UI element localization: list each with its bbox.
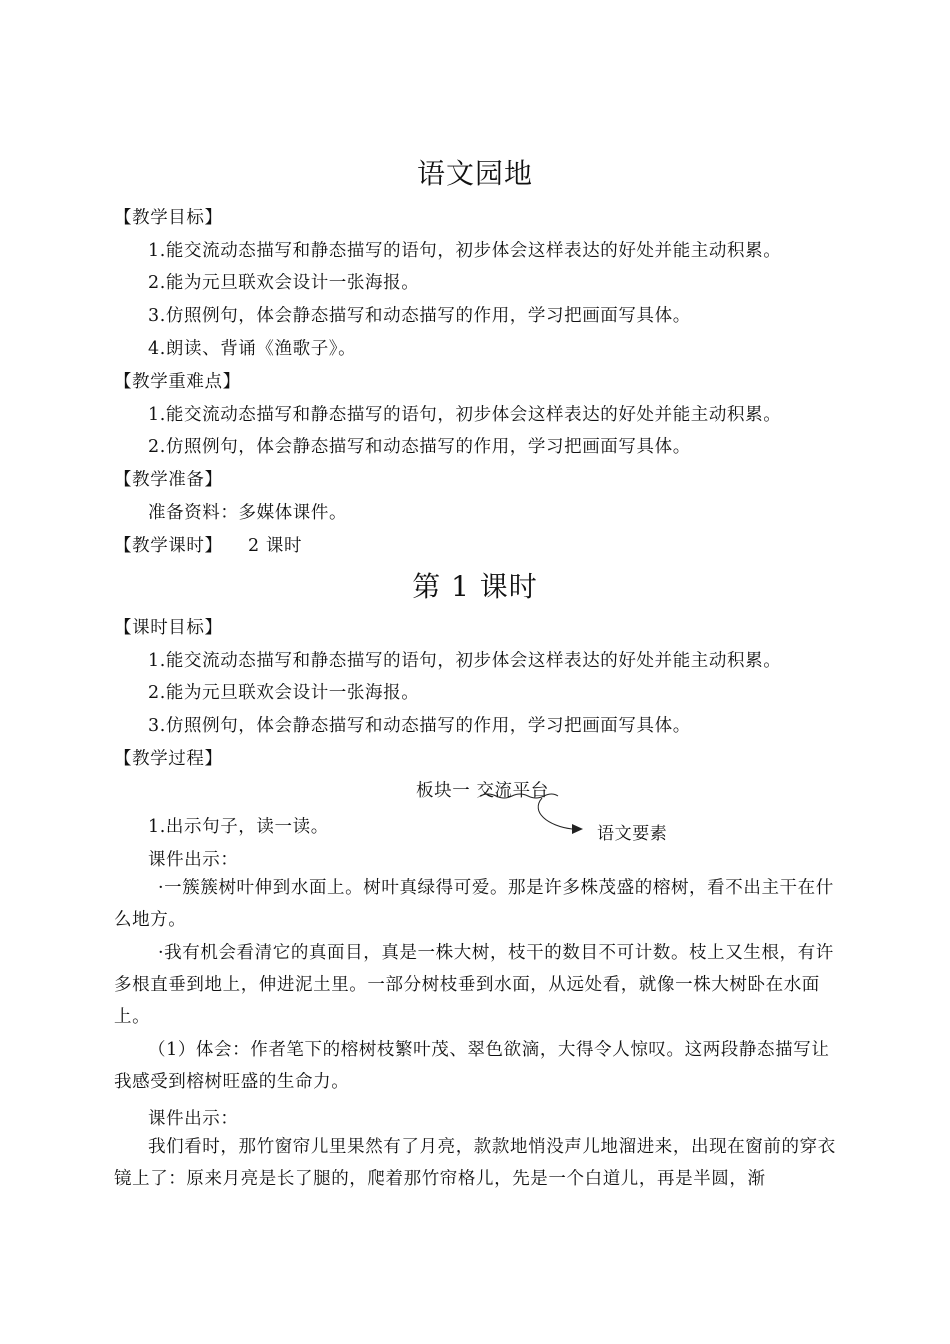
connector-curve xyxy=(538,798,572,829)
teaching-process-heading: 【教学过程】 xyxy=(114,749,223,769)
moon-passage: 我们看时，那竹窗帘儿里果然有了月亮，款款地悄没声儿地溜进来，出现在窗前的穿衣镜上了：原来月亮是长了腿的，爬着那竹帘格儿，先是一个白道儿，再是半圆，渐 xyxy=(114,1137,836,1189)
lesson-goal-item: 1.能交流动态描写和静态描写的语句，初步体会这样表达的好处并能主动积累。 xyxy=(148,651,782,671)
periods-text: 2 课时 xyxy=(248,536,303,556)
courseware-label: 课件出示： xyxy=(148,850,239,870)
preparation-heading: 【教学准备】 xyxy=(114,470,223,490)
document-title: 语文园地 xyxy=(416,157,533,190)
courseware-label: 课件出示： xyxy=(148,1109,239,1129)
block-label: 板块一 交流平台 xyxy=(416,781,549,801)
key-points-heading: 【教学重难点】 xyxy=(114,372,241,392)
lesson-goal-item: 2.能为元旦联欢会设计一张海报。 xyxy=(148,683,420,703)
step-1-text: 1.出示句子，读一读。 xyxy=(148,817,329,837)
element-label: 语文要素 xyxy=(597,824,668,844)
periods-heading: 【教学课时】 xyxy=(114,536,223,556)
lesson-goals-heading: 【课时目标】 xyxy=(114,618,223,638)
teaching-goals-heading: 【教学目标】 xyxy=(114,208,223,228)
lesson-title: 第 1 课时 xyxy=(412,570,538,603)
key-point-item: 1.能交流动态描写和静态描写的语句，初步体会这样表达的好处并能主动积累。 xyxy=(148,405,782,425)
reflection-text: （1）体会：作者笔下的榕树枝繁叶茂、翠色欲滴，大得令人惊叹。这两段静态描写让我感受到榕树旺盛的生命力。 xyxy=(114,1040,830,1092)
lesson-goal-item: 3.仿照例句，体会静态描写和动态描写的作用，学习把画面写具体。 xyxy=(148,716,691,736)
preparation-text: 准备资料：多媒体课件。 xyxy=(148,503,348,523)
teaching-goal-item: 4.朗读、背诵《渔歌子》。 xyxy=(148,339,357,359)
teaching-goal-item: 3.仿照例句，体会静态描写和动态描写的作用，学习把画面写具体。 xyxy=(148,306,691,326)
example-sentence-2: ·我有机会看清它的真面目，真是一株大树，枝干的数目不可计数。枝上又生根，有许多根直垂到地上，伸进泥土里。一部分树枝垂到水面，从远处看，就像一株大树卧在水面上。 xyxy=(114,943,834,1027)
key-point-item: 2.仿照例句，体会静态描写和动态描写的作用，学习把画面写具体。 xyxy=(148,437,691,457)
example-sentence-1: ·一簇簇树叶伸到水面上。树叶真绿得可爱。那是许多株茂盛的榕树，看不出主干在什么地方。 xyxy=(114,878,834,930)
arrow-icon xyxy=(572,824,583,834)
teaching-goal-item: 2.能为元旦联欢会设计一张海报。 xyxy=(148,273,420,293)
teaching-goal-item: 1.能交流动态描写和静态描写的语句，初步体会这样表达的好处并能主动积累。 xyxy=(148,241,782,261)
